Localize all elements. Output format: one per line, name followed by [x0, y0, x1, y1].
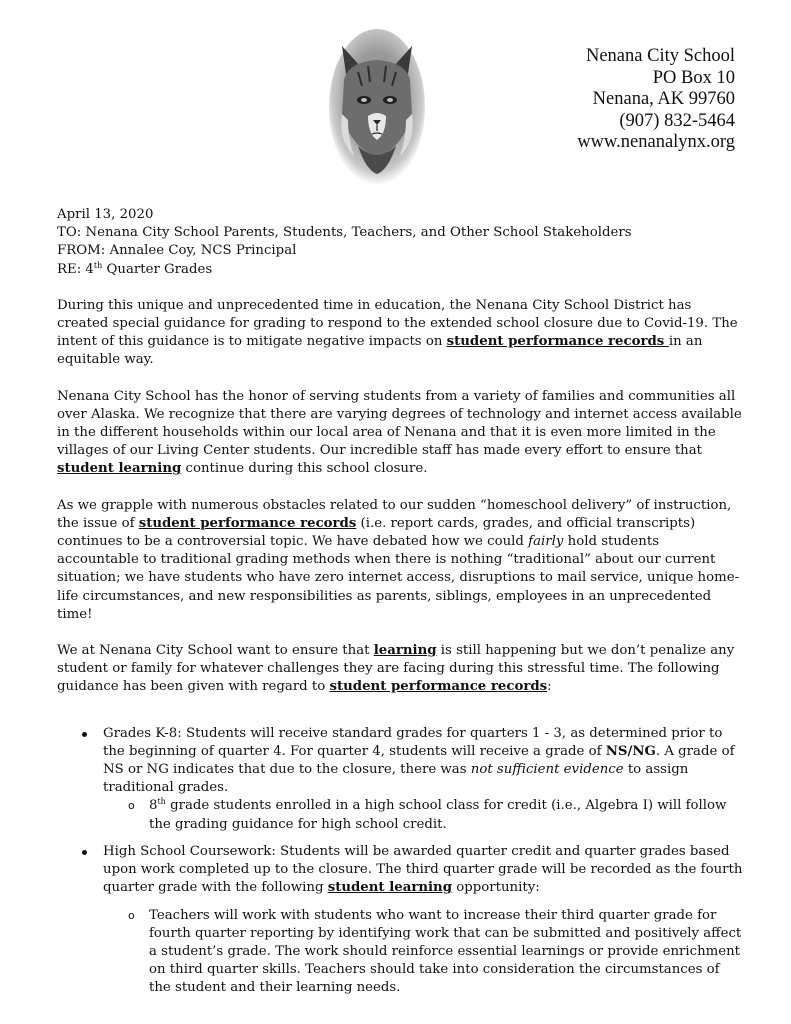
p4-text-a: We at Nenana City School want to ensure that	[57, 643, 374, 659]
b2-text-c: opportunity:	[452, 880, 540, 896]
paragraph-community	[57, 388, 743, 479]
p4-emphasis-learning: learning	[373, 643, 437, 659]
sub-bullet-teachers: o Teachers will work with students who want to increase their third quarter grade for fourth quarter reporting by identifying work that can be submitted and positively affect a student’s grade. The work should reinforce essential learnings or provide enrichment on third quarter skills. Teachers should take into consideration the circumstances of the student and their learning needs.	[103, 907, 743, 998]
city-state-zip: Nenana, AK 99760	[592, 89, 735, 109]
paragraph-obstacles	[57, 497, 743, 624]
b1-italic: not sufficient evidence	[470, 762, 624, 778]
p3-emphasis: student performance records	[138, 515, 357, 531]
letter-body	[57, 206, 743, 1007]
p4-text-e: :	[547, 679, 552, 695]
p4-emphasis-records: student performance records	[329, 679, 548, 695]
memo-date: April 13, 2020	[57, 207, 154, 222]
p3-text-e: hold students accountable to traditional grading methods when there is nothing “traditional” about our current situation; we have students who have zero internet access, disruptions to mail service, unique home-life circumstances, and new responsibilities as parents, siblings, employees in an unprecedented time!	[57, 534, 740, 622]
b2-emphasis: student learning	[327, 880, 453, 896]
school-address-block	[577, 46, 735, 154]
sub-bullet-8th-grade	[103, 797, 743, 833]
lynx-logo	[328, 28, 426, 186]
p2-text-c: continue during this school closure.	[181, 461, 428, 477]
sub1-a: 8	[149, 798, 158, 814]
p1-text-c: in an equitable way.	[57, 334, 703, 368]
paragraph-guidance	[57, 642, 743, 697]
memo-to: TO: Nenana City School Parents, Students, Teachers, and Other School Stakeholders	[57, 225, 632, 241]
p3-text-c: (i.e. report cards, grades, and official transcripts) continues to be a controversial topic. We have debated how we could	[57, 515, 696, 550]
memo-re	[57, 261, 743, 279]
memo-from: FROM: Annalee Coy, NCS Principal	[57, 243, 297, 259]
memo-re-suffix: Quarter Grades	[102, 261, 213, 277]
p2-emphasis: student learning	[57, 461, 182, 477]
bullet-high-school	[57, 843, 743, 998]
paragraph-intro	[57, 297, 743, 370]
memo-re-prefix: RE: 4	[57, 261, 94, 277]
sub1-sup: th	[157, 797, 166, 807]
bullet-grades-k8	[57, 725, 743, 834]
b2-text-a: High School Coursework: Students will be awarded quarter credit and quarter grades based upon work completed up to the closure. The third quarter grade will be recorded as the fourth quarter grade with the following	[103, 843, 743, 896]
b1-bold: NS/NG	[605, 743, 656, 759]
b1-text-c: . A grade of NS or NG indicates that due to the closure, there was	[103, 743, 735, 778]
p1-emphasis: student performance records	[446, 334, 669, 350]
website: www.nenanalynx.org	[577, 132, 735, 152]
p3-text-a: As we grapple with numerous obstacles related to our sudden “homeschool delivery” of instruction, the issue of	[57, 497, 732, 531]
k8-sublist	[103, 797, 743, 833]
hs-sublist	[103, 907, 743, 998]
p1-text-a: During this unique and unprecedented time in education, the Nenana City School District has created special guidance for grading to respond to the extended school closure due to Covid-19. The intent of this guidance is to mitigate negative impacts on	[57, 297, 738, 350]
p4-text-c: is still happening but we don’t penalize any student or family for whatever challenges they are facing during this stressful time. The following guidance has been given with regard to	[57, 643, 735, 695]
sub1-b: grade students enrolled in a high school class for credit (i.e., Algebra I) will follow the grading guidance for high school credit.	[149, 798, 727, 832]
guidance-list	[57, 725, 743, 998]
memo-re-sup: th	[93, 260, 103, 270]
memo-header	[57, 206, 743, 279]
p3-italic: fairly	[528, 534, 564, 550]
b1-text-e: to assign traditional grades.	[103, 762, 689, 796]
b1-text-a: Grades K-8: Students will receive standard grades for quarters 1 - 3, as determined prior to the beginning of quarter 4. For quarter 4, students will receive a grade of	[103, 725, 723, 759]
school-name: Nenana City School	[585, 46, 735, 66]
phone-number: (907) 832-5464	[619, 110, 735, 131]
p2-text-a: Nenana City School has the honor of serving students from a variety of families and communities all over Alaska. We recognize that there are varying degrees of technology and internet access available in the different households within our local area of Nenana and that it is even more limited in the villages of our Living Center students. Our incredible staff has made every effort to ensure that	[57, 388, 742, 459]
po-box: PO Box 10	[652, 67, 735, 88]
